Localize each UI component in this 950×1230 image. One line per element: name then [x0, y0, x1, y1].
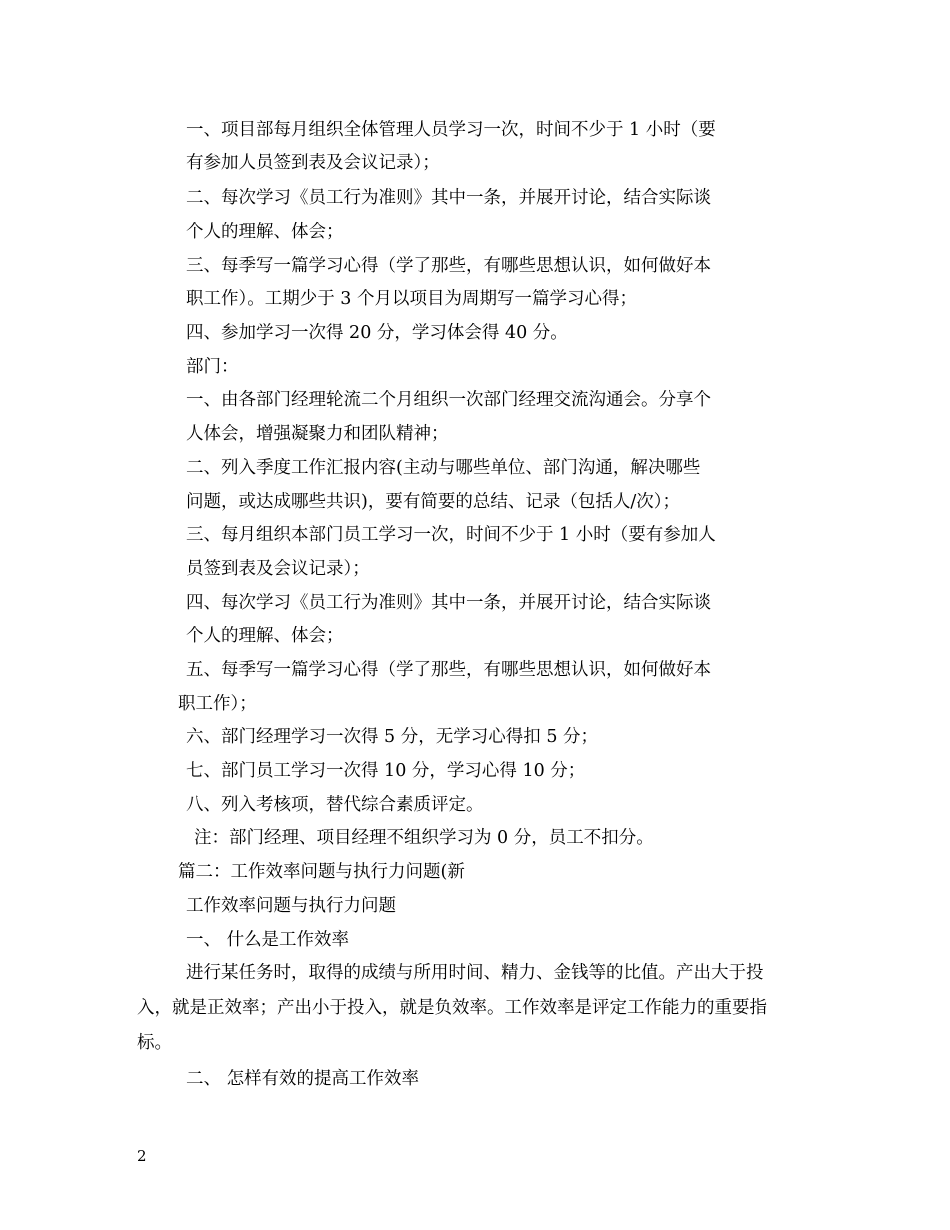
text-line: 三、每月组织本部门员工学习一次，时间不少于 1 小时（要有参加人 [186, 525, 716, 545]
section-heading: 一、 什么是工作效率 [186, 930, 350, 950]
section-heading: 部门： [186, 357, 239, 377]
text-line: 二、列入季度工作汇报内容(主动与哪些单位、部门沟通，解决哪些 [186, 458, 701, 478]
chapter-title: 篇二：工作效率问题与执行力问题(新 [178, 862, 465, 882]
text-line: 入，就是正效率；产出小于投入，就是负效率。工作效率是评定工作能力的重要指 [137, 998, 767, 1018]
text-line: 四、每次学习《员工行为准则》其中一条，并展开讨论，结合实际谈 [186, 593, 711, 613]
text-line: 个人的理解、体会； [186, 222, 344, 242]
section-heading: 二、 怎样有效的提高工作效率 [186, 1069, 420, 1089]
text-line: 问题，或达成哪些共识)，要有简要的总结、记录（包括人/次）； [186, 492, 680, 512]
article-title: 工作效率问题与执行力问题 [186, 896, 396, 916]
text-line: 人体会，增强凝聚力和团队精神； [186, 424, 449, 444]
note-line: 注：部门经理、项目经理不组织学习为 0 分，员工不扣分。 [194, 828, 654, 848]
text-line: 四、参加学习一次得 20 分，学习体会得 40 分。 [186, 323, 568, 343]
text-line: 七、部门员工学习一次得 10 分，学习心得 10 分； [186, 761, 586, 781]
text-line: 八、列入考核项，替代综合素质评定。 [186, 795, 484, 815]
text-line: 进行某任务时，取得的成绩与所用时间、精力、金钱等的比值。产出大于投 [186, 963, 764, 983]
text-line: 五、每季写一篇学习心得（学了那些，有哪些思想认识，如何做好本 [186, 660, 711, 680]
text-line: 职工作）。工期少于 3 个月以项目为周期写一篇学习心得； [186, 289, 638, 309]
text-line: 个人的理解、体会； [186, 626, 344, 646]
text-line: 员签到表及会议记录）； [186, 559, 370, 579]
text-line: 有参加人员签到表及会议记录）； [186, 153, 440, 173]
text-line: 二、每次学习《员工行为准则》其中一条，并展开讨论，结合实际谈 [186, 188, 711, 208]
text-line: 职工作）； [178, 694, 257, 714]
text-line: 标。 [137, 1033, 172, 1053]
text-line: 三、每季写一篇学习心得（学了那些，有哪些思想认识，如何做好本 [186, 256, 711, 276]
page-number: 2 [137, 1147, 147, 1165]
text-line: 一、项目部每月组织全体管理人员学习一次，时间不少于 1 小时（要 [186, 120, 716, 140]
text-line: 六、部门经理学习一次得 5 分，无学习心得扣 5 分； [186, 727, 599, 747]
text-line: 一、由各部门经理轮流二个月组织一次部门经理交流沟通会。分享个 [186, 390, 711, 410]
